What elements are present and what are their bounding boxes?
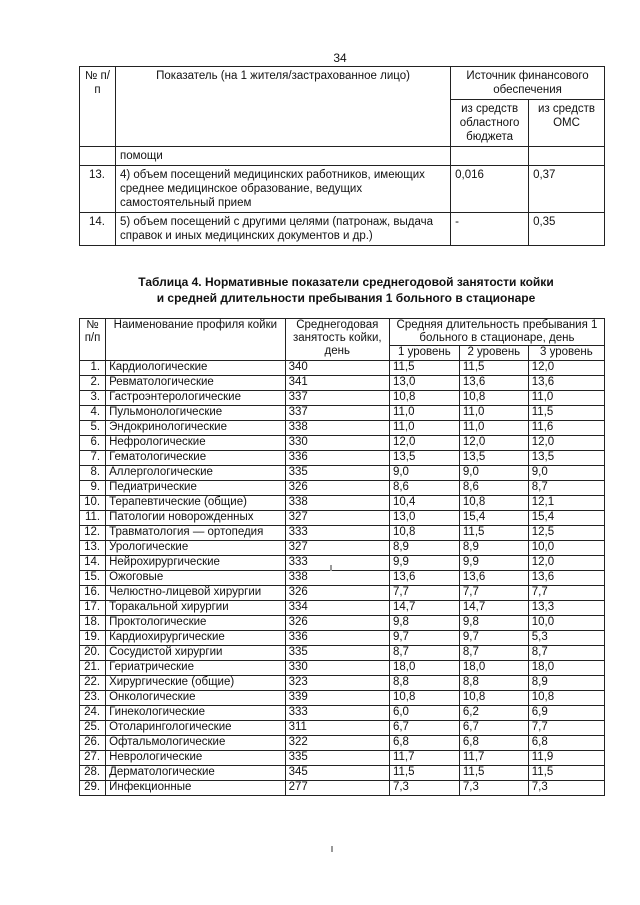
table-row bbox=[80, 586, 605, 601]
duration-level-2: 13,5 bbox=[459, 451, 528, 466]
duration-level-3: 6,9 bbox=[528, 706, 604, 721]
row-number: 24. bbox=[80, 706, 106, 721]
duration-level-3: 12,1 bbox=[528, 496, 604, 511]
duration-level-2: 11,0 bbox=[459, 406, 528, 421]
occupancy-days: 335 bbox=[285, 466, 389, 481]
profile-name: Ожоговые bbox=[106, 571, 286, 586]
duration-level-1: 10,8 bbox=[389, 526, 459, 541]
duration-level-3: 11,6 bbox=[528, 421, 604, 436]
duration-level-3: 11,0 bbox=[528, 391, 604, 406]
table-row bbox=[80, 376, 605, 391]
row-number: 2. bbox=[80, 376, 106, 391]
duration-level-1: 7,7 bbox=[389, 586, 459, 601]
table-row bbox=[80, 616, 605, 631]
occupancy-days: 323 bbox=[285, 676, 389, 691]
duration-level-2: 10,8 bbox=[459, 391, 528, 406]
duration-level-1: 6,8 bbox=[389, 736, 459, 751]
occupancy-days: 338 bbox=[285, 421, 389, 436]
col-number-header: № п/п bbox=[80, 319, 106, 361]
duration-level-3: 18,0 bbox=[528, 661, 604, 676]
profile-name: Педиатрические bbox=[106, 481, 286, 496]
table-row bbox=[80, 451, 605, 466]
duration-level-2: 9,8 bbox=[459, 616, 528, 631]
duration-level-1: 6,0 bbox=[389, 706, 459, 721]
occupancy-days: 338 bbox=[285, 496, 389, 511]
profile-name: Отоларингологические bbox=[106, 721, 286, 736]
occupancy-days: 277 bbox=[285, 781, 389, 796]
duration-level-2: 7,3 bbox=[459, 781, 528, 796]
row-number: 3. bbox=[80, 391, 106, 406]
col-level-2-header: 2 уровень bbox=[459, 346, 528, 361]
occupancy-days: 322 bbox=[285, 736, 389, 751]
occupancy-days: 333 bbox=[285, 556, 389, 571]
occupancy-days: 335 bbox=[285, 646, 389, 661]
regional-budget-value bbox=[451, 147, 529, 166]
table-row bbox=[80, 556, 605, 571]
page-number: 34 bbox=[333, 51, 347, 65]
profile-name: Офтальмологические bbox=[106, 736, 286, 751]
bed-table-header-row bbox=[80, 319, 605, 346]
table-row bbox=[80, 571, 605, 586]
duration-level-2: 8,7 bbox=[459, 646, 528, 661]
duration-level-2: 13,6 bbox=[459, 376, 528, 391]
col-occupancy-header: Среднегодовая занятость койки, день bbox=[285, 319, 389, 361]
duration-level-1: 8,7 bbox=[389, 646, 459, 661]
duration-level-2: 10,8 bbox=[459, 496, 528, 511]
regional-budget-value: - bbox=[451, 213, 529, 246]
table-row bbox=[80, 436, 605, 451]
table-row bbox=[80, 676, 605, 691]
table-row bbox=[80, 706, 605, 721]
duration-level-2: 9,9 bbox=[459, 556, 528, 571]
duration-level-1: 13,5 bbox=[389, 451, 459, 466]
duration-level-3: 8,7 bbox=[528, 481, 604, 496]
duration-level-3: 7,3 bbox=[528, 781, 604, 796]
col-level-3-header: 3 уровень bbox=[528, 346, 604, 361]
profile-name: Неврологические bbox=[106, 751, 286, 766]
row-number: 11. bbox=[80, 511, 106, 526]
duration-level-3: 13,3 bbox=[528, 601, 604, 616]
duration-level-1: 8,8 bbox=[389, 676, 459, 691]
row-number: 14. bbox=[80, 556, 106, 571]
duration-level-1: 9,8 bbox=[389, 616, 459, 631]
duration-level-2: 18,0 bbox=[459, 661, 528, 676]
duration-level-1: 18,0 bbox=[389, 661, 459, 676]
table-row bbox=[80, 781, 605, 796]
table-row bbox=[80, 406, 605, 421]
col-profile-header: Наименование профиля койки bbox=[106, 319, 286, 361]
duration-level-2: 13,6 bbox=[459, 571, 528, 586]
occupancy-days: 345 bbox=[285, 766, 389, 781]
occupancy-days: 326 bbox=[285, 616, 389, 631]
duration-level-1: 10,4 bbox=[389, 496, 459, 511]
duration-level-2: 15,4 bbox=[459, 511, 528, 526]
occupancy-days: 334 bbox=[285, 601, 389, 616]
duration-level-3: 8,9 bbox=[528, 676, 604, 691]
table-row bbox=[80, 541, 605, 556]
occupancy-days: 335 bbox=[285, 751, 389, 766]
row-number: 7. bbox=[80, 451, 106, 466]
table-row bbox=[80, 751, 605, 766]
table-row bbox=[80, 481, 605, 496]
occupancy-days: 327 bbox=[285, 511, 389, 526]
duration-level-3: 15,4 bbox=[528, 511, 604, 526]
row-number: 17. bbox=[80, 601, 106, 616]
title-line-2: и средней длительности пребывания 1 больного в стационаре bbox=[156, 291, 536, 305]
table-row bbox=[80, 511, 605, 526]
scan-speck bbox=[331, 846, 333, 852]
oms-value: 0,37 bbox=[529, 166, 605, 213]
duration-level-3: 13,6 bbox=[528, 571, 604, 586]
row-number: 19. bbox=[80, 631, 106, 646]
row-number: 8. bbox=[80, 466, 106, 481]
row-number: 23. bbox=[80, 691, 106, 706]
title-line-1: Таблица 4. Нормативные показатели среднегодовой занятости койки bbox=[138, 275, 554, 289]
financing-row bbox=[80, 166, 605, 213]
profile-name: Торакальной хирургии bbox=[106, 601, 286, 616]
oms-value bbox=[529, 147, 605, 166]
duration-level-2: 6,7 bbox=[459, 721, 528, 736]
row-number: 29. bbox=[80, 781, 106, 796]
duration-level-2: 11,5 bbox=[459, 361, 528, 376]
row-number: 14. bbox=[80, 213, 116, 246]
occupancy-days: 333 bbox=[285, 526, 389, 541]
profile-name: Урологические bbox=[106, 541, 286, 556]
occupancy-days: 341 bbox=[285, 376, 389, 391]
duration-level-3: 8,7 bbox=[528, 646, 604, 661]
duration-level-3: 10,8 bbox=[528, 691, 604, 706]
row-number: 12. bbox=[80, 526, 106, 541]
profile-name: Пульмонологические bbox=[106, 406, 286, 421]
table-row bbox=[80, 766, 605, 781]
col-oms-header: из средств ОМС bbox=[529, 100, 605, 147]
duration-level-3: 10,0 bbox=[528, 541, 604, 556]
duration-level-1: 13,0 bbox=[389, 376, 459, 391]
duration-level-3: 7,7 bbox=[528, 721, 604, 736]
duration-level-3: 10,0 bbox=[528, 616, 604, 631]
duration-level-2: 11,0 bbox=[459, 421, 528, 436]
duration-level-1: 11,5 bbox=[389, 361, 459, 376]
profile-name: Травматология — ортопедия bbox=[106, 526, 286, 541]
occupancy-days: 326 bbox=[285, 481, 389, 496]
profile-name: Гериатрические bbox=[106, 661, 286, 676]
duration-level-2: 6,2 bbox=[459, 706, 528, 721]
duration-level-2: 14,7 bbox=[459, 601, 528, 616]
regional-budget-value: 0,016 bbox=[451, 166, 529, 213]
profile-name: Проктологические bbox=[106, 616, 286, 631]
occupancy-days: 340 bbox=[285, 361, 389, 376]
duration-level-3: 11,9 bbox=[528, 751, 604, 766]
table-row bbox=[80, 661, 605, 676]
duration-level-2: 8,9 bbox=[459, 541, 528, 556]
row-number: 4. bbox=[80, 406, 106, 421]
duration-level-2: 11,5 bbox=[459, 766, 528, 781]
row-number: 21. bbox=[80, 661, 106, 676]
occupancy-days: 338 bbox=[285, 571, 389, 586]
scan-speck bbox=[330, 565, 332, 571]
row-number: 16. bbox=[80, 586, 106, 601]
occupancy-days: 330 bbox=[285, 436, 389, 451]
occupancy-days: 337 bbox=[285, 391, 389, 406]
row-number: 27. bbox=[80, 751, 106, 766]
occupancy-days: 326 bbox=[285, 586, 389, 601]
financing-row bbox=[80, 213, 605, 246]
row-number: 6. bbox=[80, 436, 106, 451]
duration-level-1: 9,9 bbox=[389, 556, 459, 571]
duration-level-1: 7,3 bbox=[389, 781, 459, 796]
duration-level-1: 11,0 bbox=[389, 406, 459, 421]
profile-name: Кардиологические bbox=[106, 361, 286, 376]
occupancy-days: 330 bbox=[285, 661, 389, 676]
duration-level-3: 12,5 bbox=[528, 526, 604, 541]
profile-name: Дерматологические bbox=[106, 766, 286, 781]
financing-header-row bbox=[80, 67, 605, 100]
duration-level-3: 5,3 bbox=[528, 631, 604, 646]
col-indicator-header: Показатель (на 1 жителя/застрахованное лицо) bbox=[115, 67, 450, 147]
row-number: 10. bbox=[80, 496, 106, 511]
duration-level-1: 11,5 bbox=[389, 766, 459, 781]
row-number: 25. bbox=[80, 721, 106, 736]
duration-level-2: 11,7 bbox=[459, 751, 528, 766]
table-4-title bbox=[86, 274, 606, 306]
oms-value: 0,35 bbox=[529, 213, 605, 246]
row-number: 13. bbox=[80, 166, 116, 213]
profile-name: Нейрохирургические bbox=[106, 556, 286, 571]
table-row bbox=[80, 421, 605, 436]
profile-name: Терапевтические (общие) bbox=[106, 496, 286, 511]
duration-level-1: 14,7 bbox=[389, 601, 459, 616]
profile-name: Инфекционные bbox=[106, 781, 286, 796]
duration-level-2: 11,5 bbox=[459, 526, 528, 541]
row-number: 1. bbox=[80, 361, 106, 376]
col-duration-header: Средняя длительность пребывания 1 больного в стационаре, день bbox=[389, 319, 604, 346]
occupancy-days: 337 bbox=[285, 406, 389, 421]
row-number bbox=[80, 147, 116, 166]
profile-name: Нефрологические bbox=[106, 436, 286, 451]
table-row bbox=[80, 601, 605, 616]
row-number: 13. bbox=[80, 541, 106, 556]
table-row bbox=[80, 646, 605, 661]
col-number-header: № п/п bbox=[80, 67, 116, 147]
profile-name: Гематологические bbox=[106, 451, 286, 466]
financing-row bbox=[80, 147, 605, 166]
duration-level-1: 10,8 bbox=[389, 691, 459, 706]
duration-level-3: 13,5 bbox=[528, 451, 604, 466]
profile-name: Онкологические bbox=[106, 691, 286, 706]
duration-level-1: 8,9 bbox=[389, 541, 459, 556]
duration-level-1: 13,6 bbox=[389, 571, 459, 586]
row-number: 20. bbox=[80, 646, 106, 661]
table-row bbox=[80, 526, 605, 541]
row-number: 26. bbox=[80, 736, 106, 751]
indicator-text: помощи bbox=[115, 147, 450, 166]
col-level-1-header: 1 уровень bbox=[389, 346, 459, 361]
profile-name: Сосудистой хирургии bbox=[106, 646, 286, 661]
profile-name: Гинекологические bbox=[106, 706, 286, 721]
col-source-header: Источник финансового обеспечения bbox=[451, 67, 605, 100]
occupancy-days: 339 bbox=[285, 691, 389, 706]
duration-level-1: 9,0 bbox=[389, 466, 459, 481]
duration-level-1: 13,0 bbox=[389, 511, 459, 526]
duration-level-2: 7,7 bbox=[459, 586, 528, 601]
table-row bbox=[80, 691, 605, 706]
duration-level-3: 12,0 bbox=[528, 556, 604, 571]
occupancy-days: 327 bbox=[285, 541, 389, 556]
indicator-text: 5) объем посещений с другими целями (патронаж, выдача справок и иных медицинских документов и др.) bbox=[115, 213, 450, 246]
table-row bbox=[80, 736, 605, 751]
duration-level-1: 11,7 bbox=[389, 751, 459, 766]
duration-level-3: 7,7 bbox=[528, 586, 604, 601]
row-number: 5. bbox=[80, 421, 106, 436]
row-number: 15. bbox=[80, 571, 106, 586]
profile-name: Челюстно-лицевой хирургии bbox=[106, 586, 286, 601]
duration-level-3: 9,0 bbox=[528, 466, 604, 481]
table-row bbox=[80, 391, 605, 406]
occupancy-days: 311 bbox=[285, 721, 389, 736]
duration-level-1: 12,0 bbox=[389, 436, 459, 451]
row-number: 22. bbox=[80, 676, 106, 691]
duration-level-2: 12,0 bbox=[459, 436, 528, 451]
table-row bbox=[80, 466, 605, 481]
table-row bbox=[80, 631, 605, 646]
duration-level-2: 9,0 bbox=[459, 466, 528, 481]
profile-name: Аллергологические bbox=[106, 466, 286, 481]
duration-level-3: 12,0 bbox=[528, 361, 604, 376]
table-row bbox=[80, 361, 605, 376]
row-number: 28. bbox=[80, 766, 106, 781]
duration-level-1: 8,6 bbox=[389, 481, 459, 496]
profile-name: Эндокринологические bbox=[106, 421, 286, 436]
bed-indicators-table bbox=[79, 318, 605, 796]
profile-name: Гастроэнтерологические bbox=[106, 391, 286, 406]
table-row bbox=[80, 496, 605, 511]
profile-name: Хирургические (общие) bbox=[106, 676, 286, 691]
duration-level-3: 11,5 bbox=[528, 766, 604, 781]
table-row bbox=[80, 721, 605, 736]
row-number: 9. bbox=[80, 481, 106, 496]
profile-name: Кардиохирургические bbox=[106, 631, 286, 646]
duration-level-1: 10,8 bbox=[389, 391, 459, 406]
duration-level-2: 8,6 bbox=[459, 481, 528, 496]
duration-level-2: 9,7 bbox=[459, 631, 528, 646]
duration-level-3: 13,6 bbox=[528, 376, 604, 391]
indicator-text: 4) объем посещений медицинских работников, имеющих среднее медицинское образование, ведущих самостоятельный прием bbox=[115, 166, 450, 213]
duration-level-2: 8,8 bbox=[459, 676, 528, 691]
col-regional-budget-header: из средств областного бюджета bbox=[451, 100, 529, 147]
duration-level-1: 6,7 bbox=[389, 721, 459, 736]
occupancy-days: 336 bbox=[285, 451, 389, 466]
profile-name: Патологии новорожденных bbox=[106, 511, 286, 526]
financing-table bbox=[79, 66, 605, 246]
duration-level-3: 12,0 bbox=[528, 436, 604, 451]
occupancy-days: 336 bbox=[285, 631, 389, 646]
row-number: 18. bbox=[80, 616, 106, 631]
duration-level-1: 11,0 bbox=[389, 421, 459, 436]
profile-name: Ревматологические bbox=[106, 376, 286, 391]
duration-level-3: 11,5 bbox=[528, 406, 604, 421]
duration-level-2: 6,8 bbox=[459, 736, 528, 751]
occupancy-days: 333 bbox=[285, 706, 389, 721]
duration-level-2: 10,8 bbox=[459, 691, 528, 706]
duration-level-1: 9,7 bbox=[389, 631, 459, 646]
duration-level-3: 6,8 bbox=[528, 736, 604, 751]
